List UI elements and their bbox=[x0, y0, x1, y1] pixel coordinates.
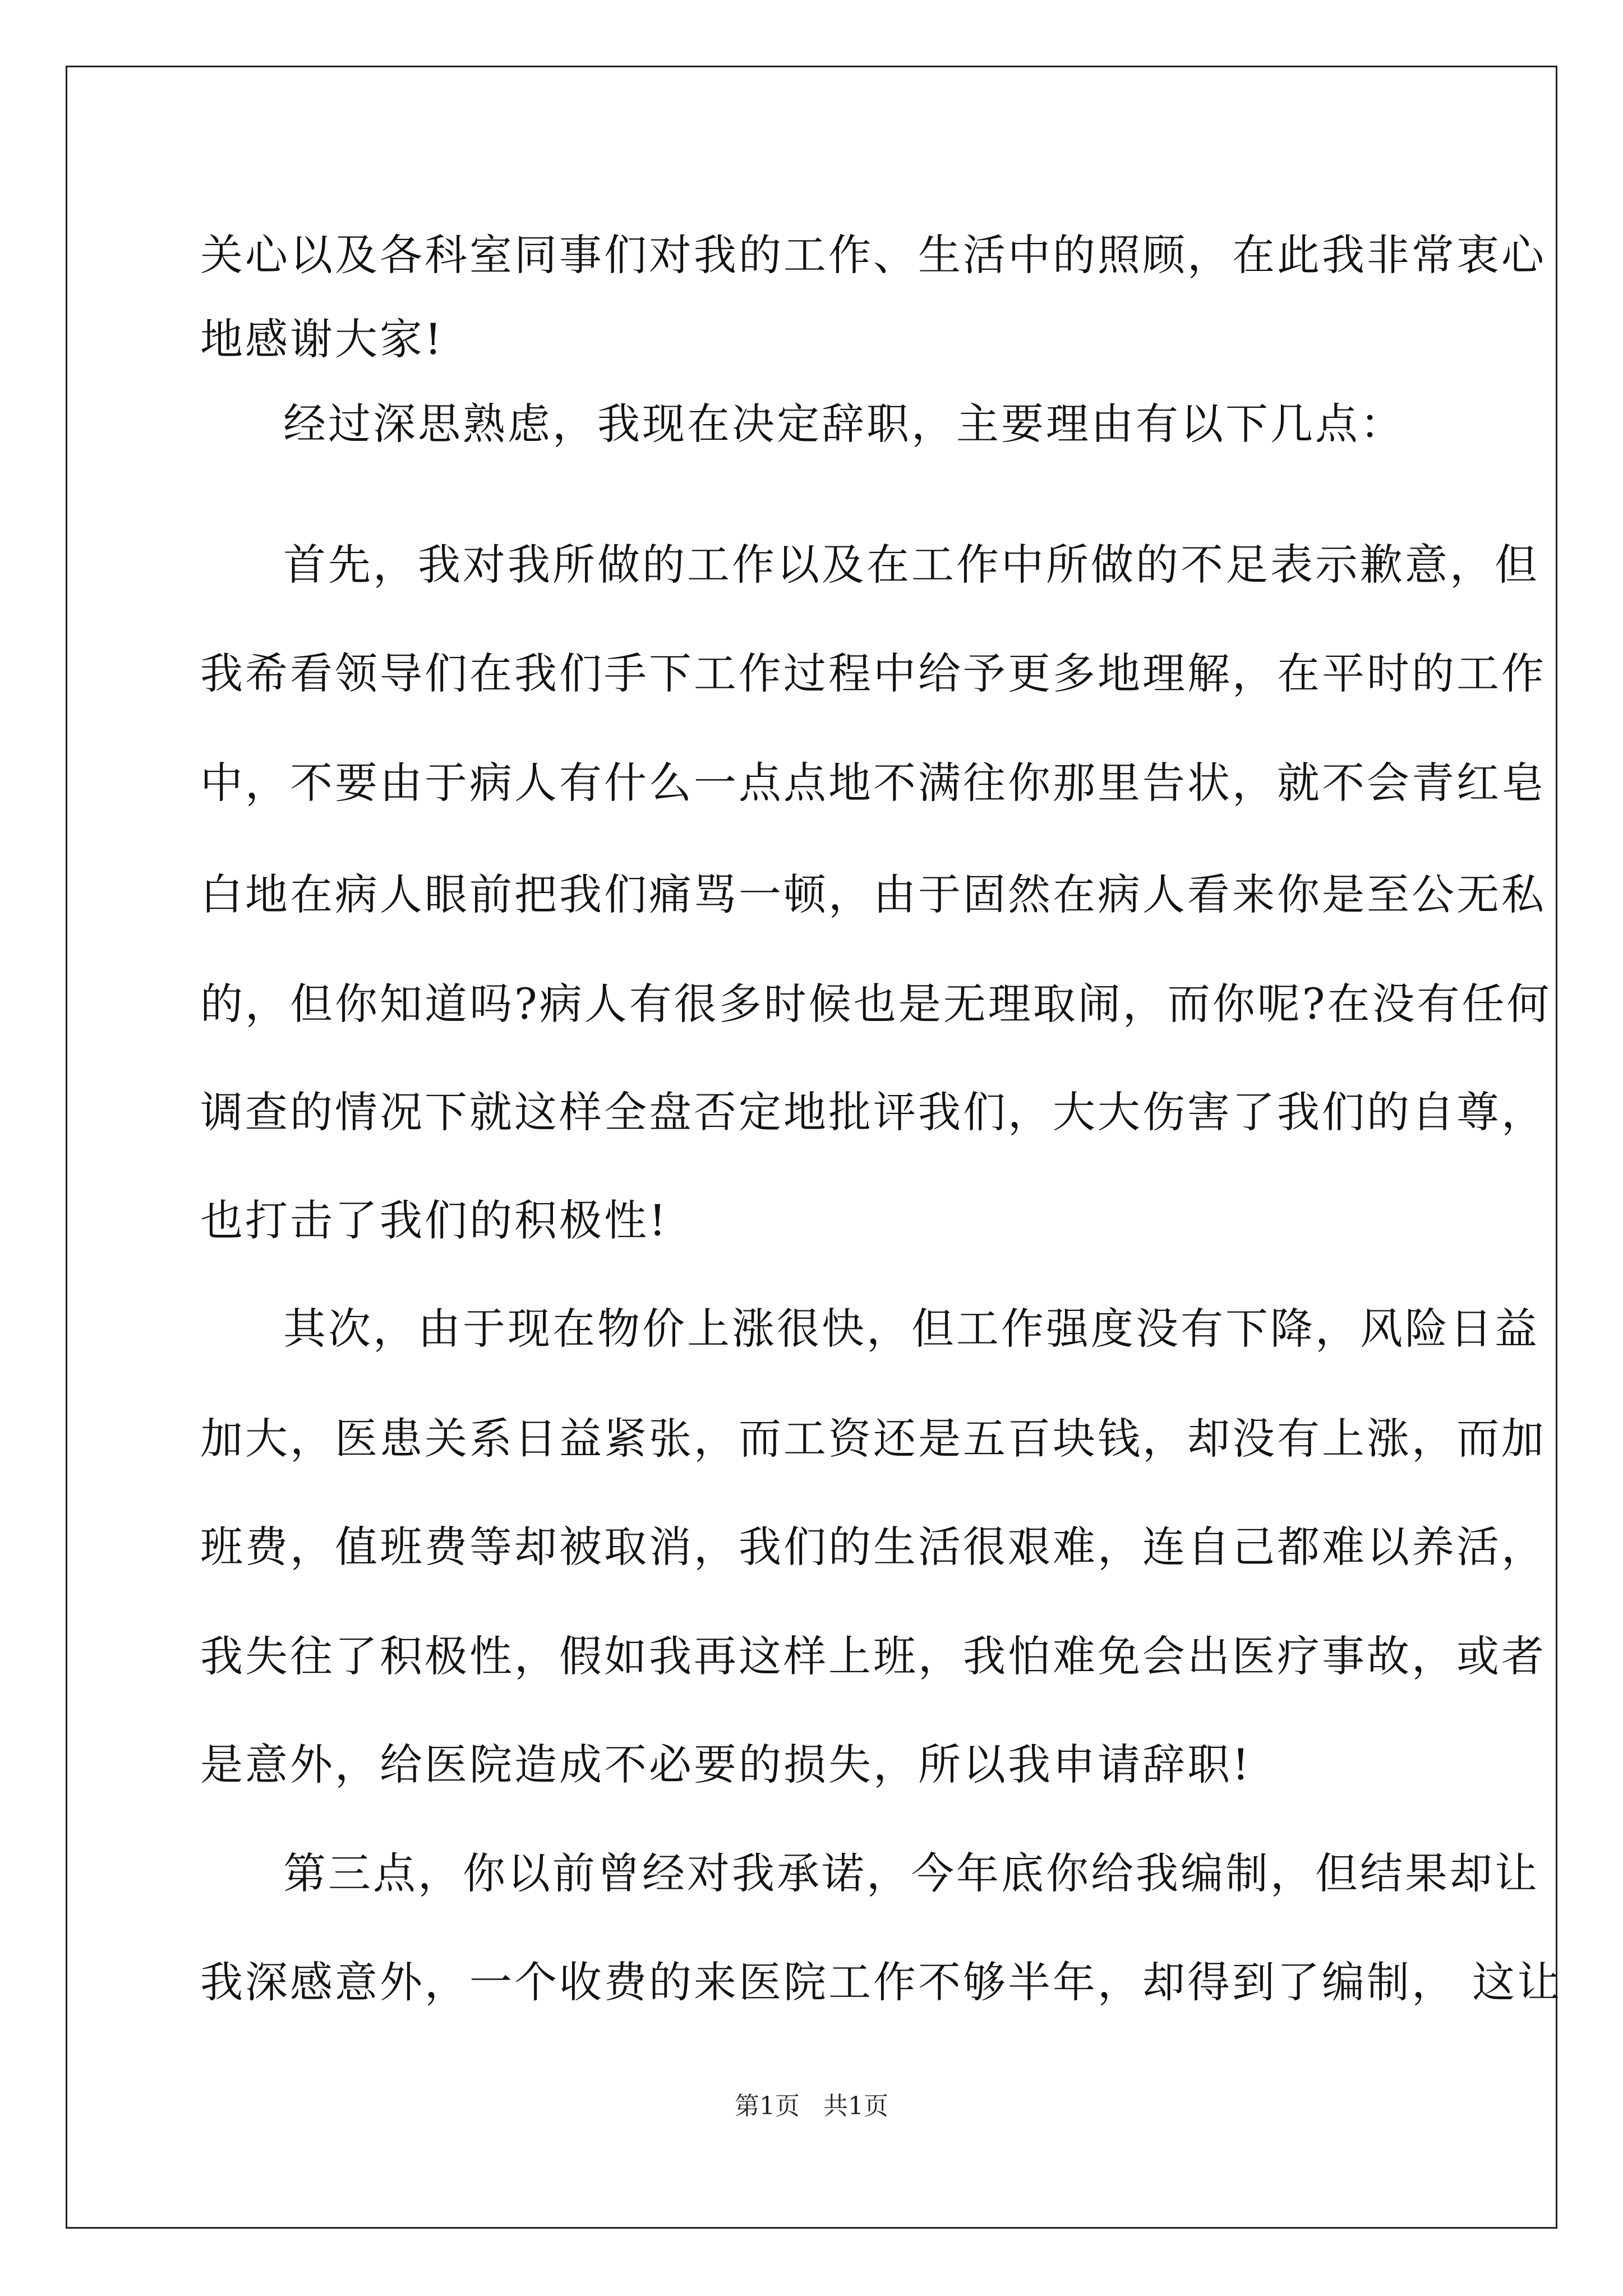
text-line: 我希看领导们在我们手下工作过程中给予更多地理解，在平时的工作 bbox=[200, 648, 1546, 698]
text-line: 白地在病人眼前把我们痛骂一顿，由于固然在病人看来你是至公无私 bbox=[200, 869, 1546, 919]
text-line: 第三点，你以前曾经对我承诺，今年底你给我编制，但结果却让 bbox=[283, 1848, 1539, 1898]
text-line: 调查的情况下就这样全盘否定地批评我们，大大伤害了我们的自尊， bbox=[200, 1087, 1546, 1137]
text-line: 是意外，给医院造成不必要的损失，所以我申请辞职! bbox=[200, 1740, 1252, 1789]
text-line: 中，不要由于病人有什么一点点地不满往你那里告状，就不会青红皂 bbox=[200, 758, 1546, 808]
text-line: 我失往了积极性，假如我再这样上班，我怕难免会出医疗事故，或者 bbox=[200, 1631, 1546, 1681]
text-line: 其次，由于现在物价上涨很快，但工作强度没有下降，风险日益 bbox=[283, 1304, 1539, 1354]
text-line: 也打击了我们的积极性! bbox=[200, 1195, 668, 1245]
text-line: 地感谢大家! bbox=[200, 314, 444, 364]
text-line: 班费，值班费等却被取消，我们的生活很艰难，连自己都难以养活， bbox=[200, 1522, 1546, 1572]
text-line: 的，但你知道吗?病人有很多时候也是无理取闹，而你呢?在没有任何 bbox=[200, 979, 1552, 1029]
text-line: 首先，我对我所做的工作以及在工作中所做的不足表示歉意，但 bbox=[283, 540, 1539, 590]
text-line: 我深感意外，一个收费的来医院工作不够半年，却得到了编制， 这让 bbox=[200, 1957, 1562, 2007]
text-line: 经过深思熟虑，我现在决定辞职，主要理由有以下几点： bbox=[283, 399, 1405, 449]
page-total: 共1页 bbox=[823, 2092, 888, 2120]
page-number: 第1页 bbox=[735, 2092, 800, 2120]
page-border bbox=[66, 66, 1562, 2229]
text-line: 关心以及各科室同事们对我的工作、生活中的照顾，在此我非常衷心 bbox=[200, 230, 1546, 280]
text-line: 加大，医患关系日益紧张，而工资还是五百块钱，却没有上涨，而加 bbox=[200, 1414, 1546, 1464]
page-footer bbox=[0, 2090, 1623, 2123]
